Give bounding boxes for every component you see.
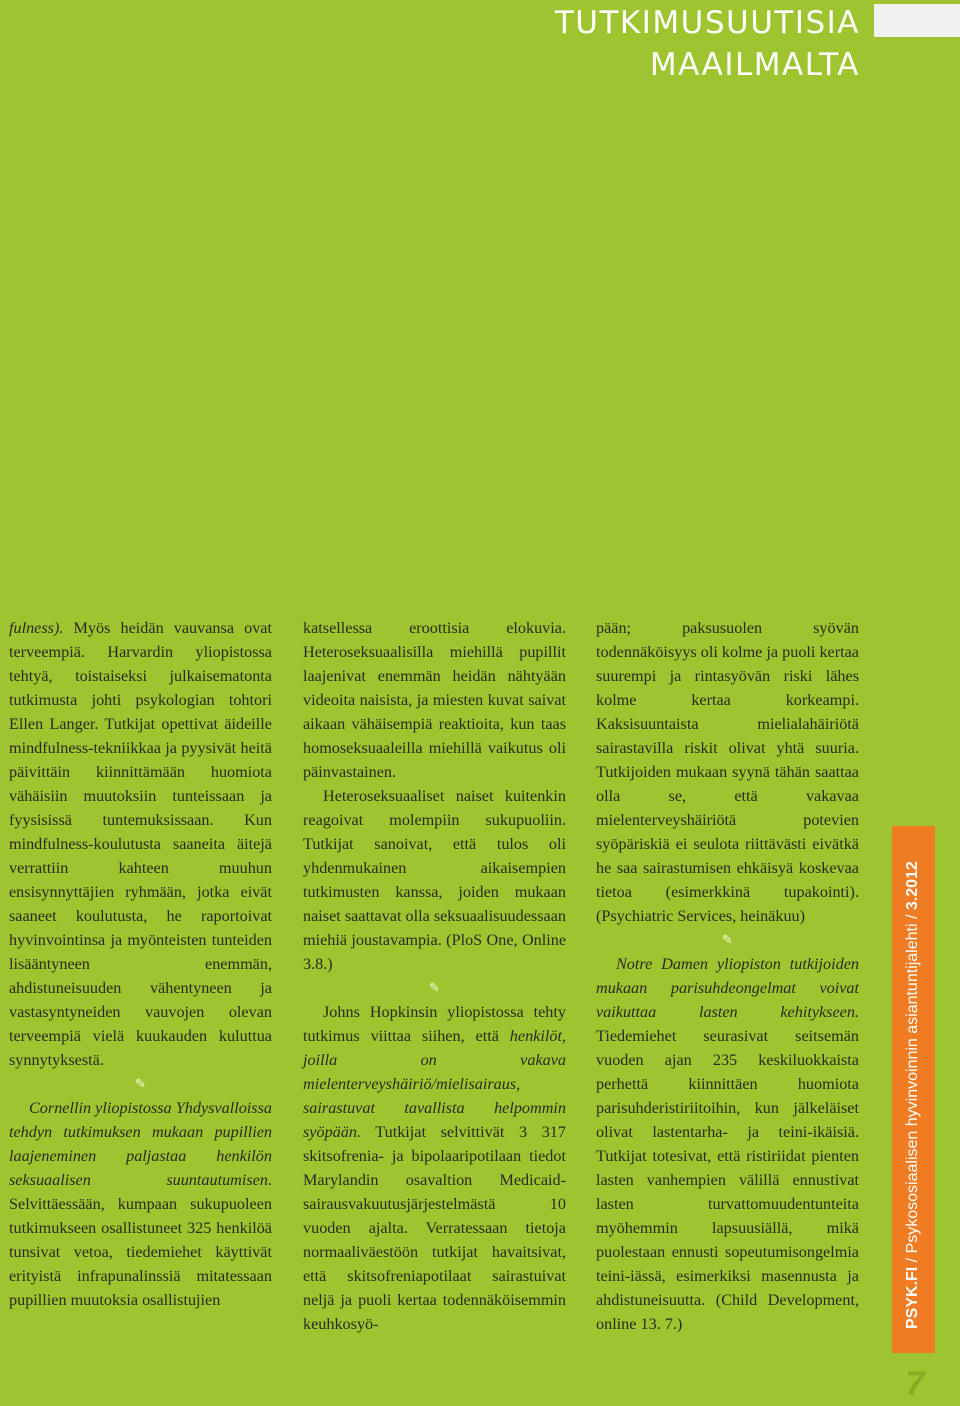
- article-column-2: [303, 616, 566, 1336]
- emphasis: Cornellin yliopistossa Yhdysvalloissa tehdyn tutkimuksen mukaan pupillien laajeneminen paljastaa henkilön seksuaalisen suuntautumisen.: [9, 1099, 272, 1189]
- article-column-1: [9, 616, 272, 1312]
- paragraph: Heteroseksuaaliset naiset kuitenkin reagoivat molempiin sukupuoliin. Tutkijat sanoivat, että tulos oli yhdenmukainen aikaisempien tutkimusten kanssa, joiden mukaan naiset saattavat olla seksuaalisuudessaan miehiä joustavampia. (PloS One, Online 3.8.): [303, 787, 566, 973]
- section-title: TUTKIMUSUUTISIA MAAILMALTA: [554, 5, 860, 83]
- brand-name: PSYK.FI: [904, 1266, 921, 1329]
- paragraph: [596, 952, 859, 1336]
- text: Tutkijat selvittivät 3 317 skitsofrenia- ja bipolaaripotilaan tiedot Marylandin osavaltion Medicaid-sairausvakuutusjärjestelmästä 10 vuoden ajalta. Verratessaan tietoja normaaliväestöön tutkijat havaitsivat, että skitsofreniapotilaat sairastuivat neljä ja puoli kertaa todennäköisemmin keuhkosyö-: [303, 1123, 566, 1333]
- text: Myös heidän vauvansa ovat terveempiä. Harvardin yliopistossa tehtyä, toistaiseksi julkaisematonta tutkimusta johti psykologian tohtori Ellen Langer. Tutkijat opettivat äideille mindfulness-tekniikkaa ja pyysivät heitä päivittäin kiinnittämään huomiota vähäisiin muutoksiin tunteissaan ja fyysisissä tuntemuksissaan. Kun mindfulness-koulutusta saaneita äitejä verrattiin kahteen muuhun ensisynnyttäjien ryhmään, jotka eivät saaneet koulutusta, he raportoivat hyvinvointinsa ja myönteisten tunteiden lisääntyneen enemmän, ahdistuneisuuden vähentyneen ja vastasyntyneiden vauvojen olevan terveempiä vielä kuukauden kuluttua synnytyksestä.: [9, 619, 272, 1069]
- emphasis: fulness).: [9, 619, 64, 637]
- paragraph: [9, 616, 272, 1072]
- article-column-3: [596, 616, 859, 1336]
- publication-credit: [902, 861, 924, 1329]
- separator-icon: ✎: [135, 1076, 146, 1091]
- paragraph: pään; paksusuolen syövän todennäköisyys oli kolme ja puoli kertaa suurempi ja rintasyövän riski lähes kolme kertaa korkeampi. Kaksisuuntaista mielialahäiriötä sairastavilla riskit olivat yhtä suuria. Tutkijoiden mukaan syynä tähän saattaa olla se, että vakavaa mielenterveyshäiriötä potevien syöpäriskiä ei seulota riittävästi eivätkä he saa sairastumisen ehkäisyä koskevaa tietoa (esimerkkinä tupakointi). (Psychiatric Services, heinäkuu): [596, 619, 859, 925]
- text: Selvittäessään, kumpaan sukupuoleen tutkimukseen osallistuneet 325 henkilöä tunsivat vetoa, tiedemiehet käyttivät erityistä infrapunalinssiä mitatessaan pupillien muutoksia osallistujien: [9, 1195, 272, 1309]
- separator-icon: ✎: [722, 932, 733, 947]
- text: Tiedemiehet seurasivat seitsemän vuoden ajan 235 keskiluokkaista perhettä kiinnittäen huomiota parisuhderistiriitoihin, kun jälkeläiset olivat lastentarha- ja teini-ikäisiä. Tutkijat totesivat, että ristiriidat pienten lasten vanhempien välillä ennustivat lasten turvattomuudentunteita myöhemmin lapsuusiällä, mikä puolestaan ennusti sopeutumisongelmia teini-iässä, esimerkiksi masennusta ja ahdistuneisuutta. (Child Development, online 13. 7.): [596, 1027, 859, 1333]
- paragraph: [303, 1000, 566, 1336]
- issue-number: 3.2012: [904, 861, 921, 911]
- header-box: [874, 4, 960, 37]
- page-number: 7: [905, 1365, 925, 1403]
- emphasis: henkilöt, joilla on vakava mielenterveyshäiriö/mielisairaus, sairastuvat tavallista helpommin syöpään.: [303, 1027, 566, 1141]
- brand-tagline: / Psykososiaalisen hyvinvoinnin asiantuntijalehti /: [904, 910, 921, 1267]
- paragraph: [9, 1096, 272, 1312]
- paragraph: katsellessa eroottisia elokuvia. Heteroseksuaalisilla miehillä pupillit laajenivat enemmän heidän nähtyään videoita naisista, ja miesten kuvat saivat aikaan vähäisempiä reaktioita, kun taas homoseksuaaleilla miehillä vaikutus oli päinvastainen.: [303, 619, 566, 781]
- separator-icon: ✎: [429, 980, 440, 995]
- emphasis: Notre Damen yliopiston tutkijoiden mukaan parisuhdeongelmat voivat vaikuttaa lasten kehitykseen.: [596, 955, 859, 1021]
- text: Johns Hopkinsin yliopistossa tehty tutkimus viittaa siihen, että: [303, 1003, 566, 1045]
